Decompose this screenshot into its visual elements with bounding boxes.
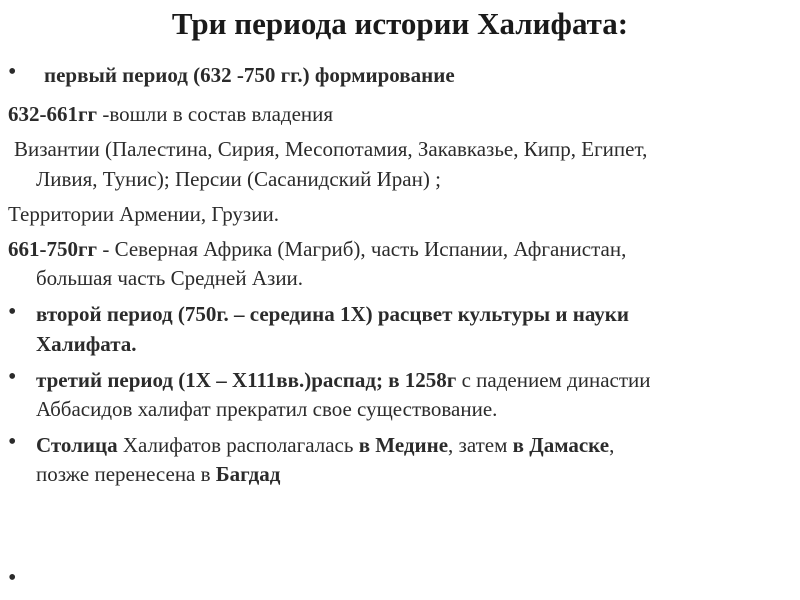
period-3-text: с падением династии (456, 368, 651, 392)
slide-title: Три периода истории Халифата: (171, 6, 629, 41)
city-baghdad: Багдад (215, 462, 281, 486)
period-1-text-c: Территории Армении, Грузии. (8, 202, 279, 226)
years-label: 632-661гг (8, 102, 98, 126)
bullet-marker-2: • (8, 299, 17, 325)
period-1-heading: первый период (632 -750 гг.) формирование (44, 63, 455, 87)
bullet-marker-4: • (8, 429, 17, 455)
period-3-line-2: Аббасидов халифат прекратил свое существование. (36, 397, 498, 421)
period-3-line-1 (36, 366, 651, 395)
period-2-line-2: Халифата. (36, 332, 137, 356)
capital-text-1: Халифатов располагалась (117, 433, 359, 457)
period-2-line-1: второй период (750г. – середина 1Х) расцвет культуры и науки (36, 302, 630, 326)
capital-text-2: , затем (448, 433, 513, 457)
capital-line-1 (36, 431, 614, 460)
period-1-text-b1: Византии (Палестина, Сирия, Месопотамия, Закавказье, Кипр, Египет, (14, 137, 648, 161)
capital-line-2 (36, 460, 280, 489)
capital-text-4: позже перенесена в (36, 462, 216, 486)
period-1-years-d (8, 235, 626, 264)
period-3-heading: третий период (1Х – Х111вв.)распад; в 1258г (36, 368, 457, 392)
bullet-marker-1: • (8, 59, 17, 85)
period-1-text-b2: Ливия, Тунис); Персии (Сасанидский Иран) ; (36, 167, 441, 191)
capital-text-3: , (609, 433, 615, 457)
years-label: 661-750гг (8, 237, 98, 261)
capital-label: Столица (36, 433, 118, 457)
bullet-marker-3: • (8, 364, 17, 390)
city-medina: в Медине (358, 433, 449, 457)
period-1-text-a: -вошли в состав владения (97, 102, 334, 126)
period-1-text-d2: большая часть Средней Азии. (36, 266, 304, 290)
city-damascus: в Дамаске (512, 433, 610, 457)
period-1-years-a (8, 100, 333, 129)
period-1-text-d: - Северная Африка (Магриб), часть Испании, Афганистан, (97, 237, 627, 261)
bullet-marker-5: • (8, 565, 17, 591)
